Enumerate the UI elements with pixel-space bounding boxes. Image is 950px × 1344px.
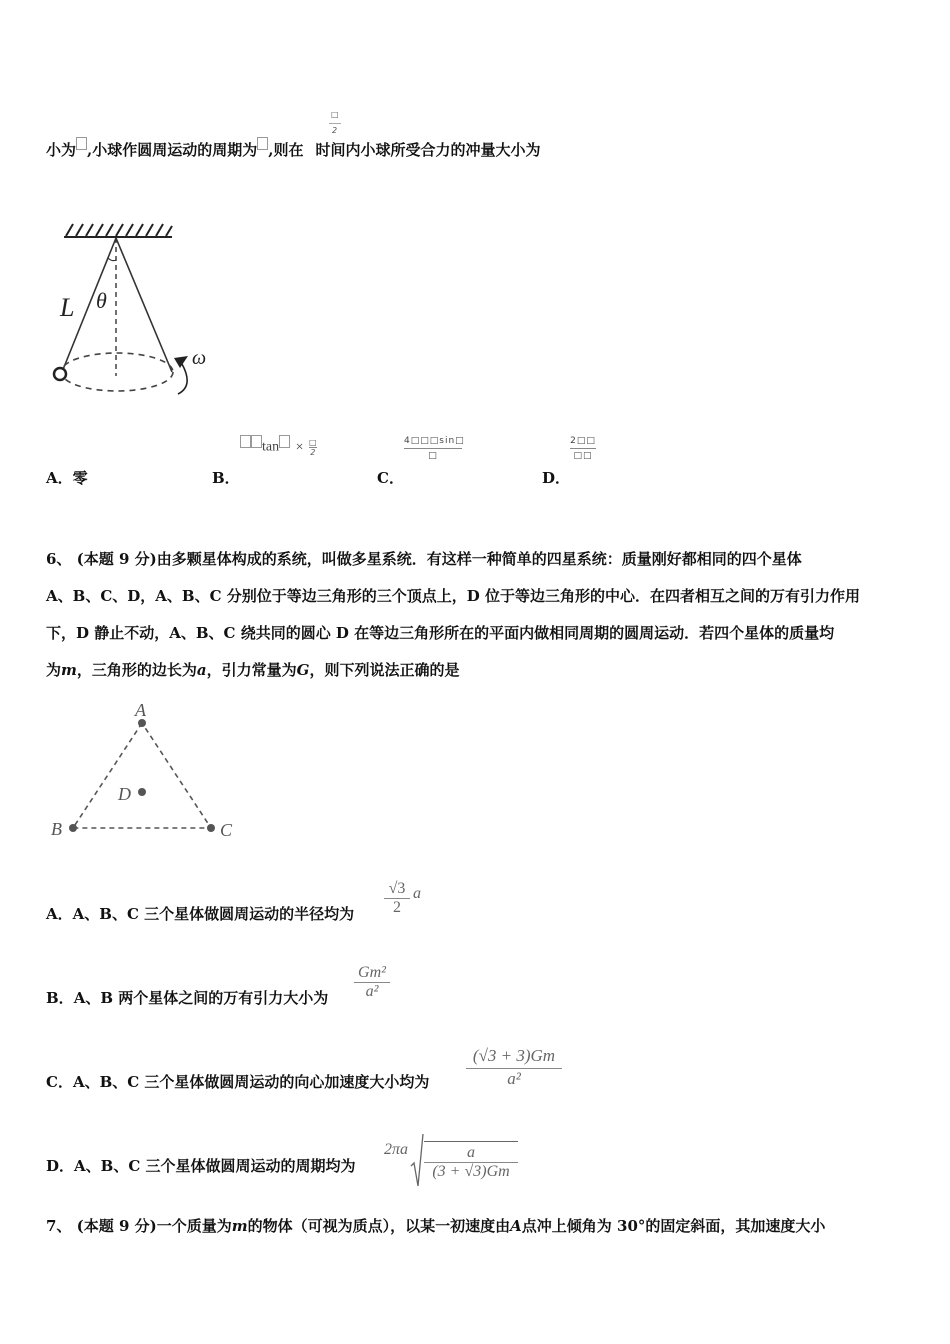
q5-option-d[interactable] xyxy=(542,468,570,488)
pendulum-ball xyxy=(54,368,66,380)
option-label: C． xyxy=(377,469,404,487)
triangle-figure xyxy=(46,696,246,846)
q7-score: (本题 9 分) xyxy=(76,1217,157,1235)
theta-arc xyxy=(108,258,116,261)
q6-line-2: A、B、C、D，A、B、C 分别位于等边三角形的三个顶点上，D 位于等边三角形的中心．在四者相互之间的万有引力作用 xyxy=(46,587,860,605)
label-theta: θ xyxy=(96,288,107,313)
expr-times: × xyxy=(295,439,304,455)
q5-option-c-expression: 4□□□sin□ □ xyxy=(404,436,465,461)
equilateral-triangle xyxy=(73,723,211,828)
expr-numerator-2: 2 xyxy=(570,436,577,446)
q6-line-3: 下，D 静止不动，A、B、C 绕共同的圆心 D 在等边三角形所在的平面内做相同周期的圆周运动．若四个星体的质量均 xyxy=(46,624,835,642)
q6-line-1: 6、 (本题 9 分)由多颗星体构成的系统，叫做多星系统．有这样一种简单的四星系统：质量刚好都相同的四个星体 xyxy=(46,550,802,568)
q6-option-c-expression xyxy=(466,1046,562,1089)
option-label: B． xyxy=(212,469,240,487)
option-text: A、B、C 三个星体做圆周运动的向心加速度大小均为 xyxy=(72,1073,430,1091)
expr-numerator: Gm² xyxy=(358,964,386,981)
expr-numerator: √3 xyxy=(388,880,406,897)
q6-option-d[interactable] xyxy=(46,1156,356,1176)
expr-prefix: 2πa xyxy=(384,1141,409,1158)
q6-option-a-expression xyxy=(384,880,421,917)
expr-tail: a xyxy=(413,884,421,902)
q6-stem xyxy=(46,541,908,689)
q7-line-1: 7、 (本题 9 分)一个质量为m的物体（可视为质点），以某一初速度由A点冲上倾角为 30°的固定斜面，其加速度大小 xyxy=(46,1217,826,1235)
q5-option-b[interactable] xyxy=(212,468,240,488)
q5-text-part3: ,则在 xyxy=(268,141,304,159)
conical-pendulum-figure xyxy=(46,218,226,403)
star-c xyxy=(207,824,215,832)
q5-option-c[interactable] xyxy=(377,468,404,488)
expr-denominator: a² xyxy=(365,983,379,1000)
option-text: A、B、C 三个星体做圆周运动的周期均为 xyxy=(74,1157,356,1175)
q5-option-d-expression: 2□□ □□ xyxy=(570,436,596,461)
q5-text-part2: ,小球作圆周运动的周期为 xyxy=(87,141,258,159)
missing-glyph-icon xyxy=(251,435,262,448)
q6-option-b-expression xyxy=(354,964,390,1001)
expr-sin: sin xyxy=(439,436,456,446)
q6-number: 6、 xyxy=(46,550,72,568)
expr-denominator: 2 xyxy=(393,899,401,916)
label-c: C xyxy=(220,820,233,840)
q7-number: 7、 xyxy=(46,1217,72,1235)
q6-option-a[interactable] xyxy=(46,904,354,924)
ceiling-hatch xyxy=(64,224,172,237)
label-a: A xyxy=(135,700,146,720)
option-label: C． xyxy=(46,1073,73,1091)
missing-glyph-icon xyxy=(76,137,87,150)
rotation-arrow-icon xyxy=(178,364,187,394)
q6-score: (本题 9 分) xyxy=(76,550,157,568)
label-d: D xyxy=(118,784,131,804)
label-omega: ω xyxy=(192,347,207,369)
option-label: D． xyxy=(46,1157,75,1175)
option-text: 零 xyxy=(72,469,88,487)
star-d xyxy=(138,788,146,796)
option-text: A、B、C 三个星体做圆周运动的半径均为 xyxy=(72,905,355,923)
q7-stem xyxy=(46,1208,908,1245)
expr-tan: tan xyxy=(262,439,280,455)
expr-numerator: a xyxy=(467,1144,476,1161)
missing-glyph-icon xyxy=(240,435,251,448)
expr-numerator: (√3 + 3)Gm xyxy=(472,1046,556,1065)
star-a xyxy=(138,719,146,727)
missing-glyph-icon xyxy=(257,137,268,150)
option-text: A、B 两个星体之间的万有引力大小为 xyxy=(73,989,329,1007)
q6-option-d-expression xyxy=(384,1132,518,1190)
expr-denominator: a² xyxy=(507,1069,521,1088)
q6-line-4: 为m，三角形的边长为a，引力常量为G，则下列说法正确的是 xyxy=(46,661,460,679)
label-L: L xyxy=(60,293,75,322)
q5-text-part4: 时间内小球所受合力的冲量大小为 xyxy=(315,141,541,159)
frac-bar xyxy=(329,123,341,124)
expr-numerator-4: 4 xyxy=(404,436,411,446)
string-right xyxy=(116,238,172,372)
option-label: A． xyxy=(46,905,73,923)
expr-fraction: $\frac{□}{2}$ xyxy=(309,438,317,457)
rotation-arrowhead-icon xyxy=(174,356,188,368)
label-b: B xyxy=(51,819,62,839)
q5-stem-line xyxy=(46,140,541,160)
sqrt-sign-icon xyxy=(410,1132,424,1190)
frac-denominator: 2 xyxy=(332,126,338,135)
option-label: B． xyxy=(46,989,74,1007)
option-label: D． xyxy=(542,469,571,487)
expr-denominator: (3 + √3)Gm xyxy=(432,1163,510,1180)
star-b xyxy=(69,824,77,832)
q6-option-c[interactable] xyxy=(46,1072,429,1092)
frac-placeholder-top: □ xyxy=(331,110,339,119)
q6-option-b[interactable] xyxy=(46,988,328,1008)
orbit-ellipse xyxy=(61,353,173,391)
option-label: A． xyxy=(46,469,73,487)
q5-text-part1: 小为 xyxy=(46,141,77,159)
q5-option-b-expression xyxy=(240,438,317,457)
missing-glyph-icon xyxy=(279,435,290,448)
expr-denominator: 2 xyxy=(310,448,316,457)
q5-option-a[interactable] xyxy=(46,468,88,488)
